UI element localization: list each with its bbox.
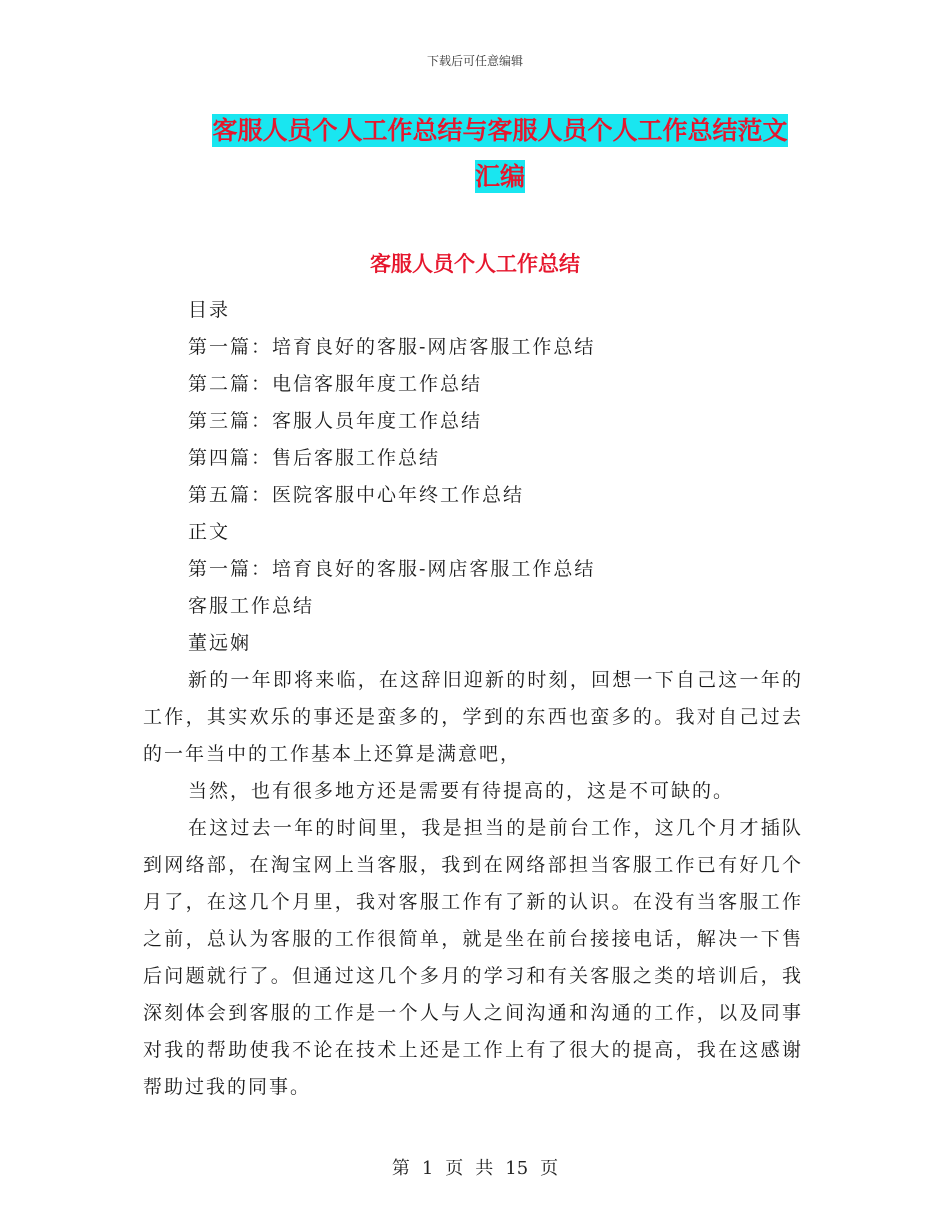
document-body bbox=[143, 292, 803, 1106]
toc-heading: 目录 bbox=[188, 299, 231, 321]
article-title: 客服工作总结 bbox=[188, 595, 315, 617]
document-title-line1: 客服人员个人工作总结与客服人员个人工作总结范文 bbox=[212, 116, 788, 145]
page-footer bbox=[0, 1154, 950, 1180]
body-paragraph: 新的一年即将来临，在这辞旧迎新的时刻，回想一下自己这一年的工作，其实欢乐的事还是蛮多的，学到的东西也蛮多的。我对自己过去的一年当中的工作基本上还算是满意吧， bbox=[143, 669, 803, 765]
total-pages: 15 bbox=[505, 1158, 529, 1179]
section-title: 第一篇：培育良好的客服-网店客服工作总结 bbox=[188, 558, 596, 580]
document-title bbox=[140, 108, 860, 200]
footer-suffix: 页 bbox=[540, 1158, 559, 1179]
toc-item: 第二篇：电信客服年度工作总结 bbox=[188, 373, 483, 395]
body-paragraph: 当然，也有很多地方还是需要有待提高的，这是不可缺的。 bbox=[188, 780, 735, 802]
footer-mid1: 页 bbox=[445, 1158, 464, 1179]
section-subtitle: 客服人员个人工作总结 bbox=[370, 252, 580, 276]
footer-prefix: 第 bbox=[391, 1158, 410, 1179]
header-note: 下载后可任意编辑 bbox=[426, 54, 523, 68]
author-name: 董远娴 bbox=[188, 632, 252, 654]
toc-item: 第四篇：售后客服工作总结 bbox=[188, 447, 441, 469]
footer-mid2: 共 bbox=[475, 1158, 494, 1179]
body-paragraph: 在这过去一年的时间里，我是担当的是前台工作，这几个月才插队到网络部，在淘宝网上当客服，我到在网络部担当客服工作已有好几个月了，在这几个月里，我对客服工作有了新的认识。在没有当客服工作之前，总认为客服的工作很简单，就是坐在前台接接电话，解决一下售后问题就行了。但通过这几个多月的学习和有关客服之类的培训后，我深刻体会到客服的工作是一个人与人之间沟通和沟通的工作，以及同事对我的帮助使我不论在技术上还是工作上有了很大的提高，我在这感谢帮助过我的同事。 bbox=[143, 817, 803, 1098]
toc-item: 第三篇：客服人员年度工作总结 bbox=[188, 410, 483, 432]
page-number: 1 bbox=[421, 1158, 434, 1179]
document-title-line2: 汇编 bbox=[474, 162, 525, 191]
toc-item: 第一篇：培育良好的客服-网店客服工作总结 bbox=[188, 336, 596, 358]
body-heading: 正文 bbox=[188, 521, 231, 543]
toc-item: 第五篇：医院客服中心年终工作总结 bbox=[188, 484, 525, 506]
